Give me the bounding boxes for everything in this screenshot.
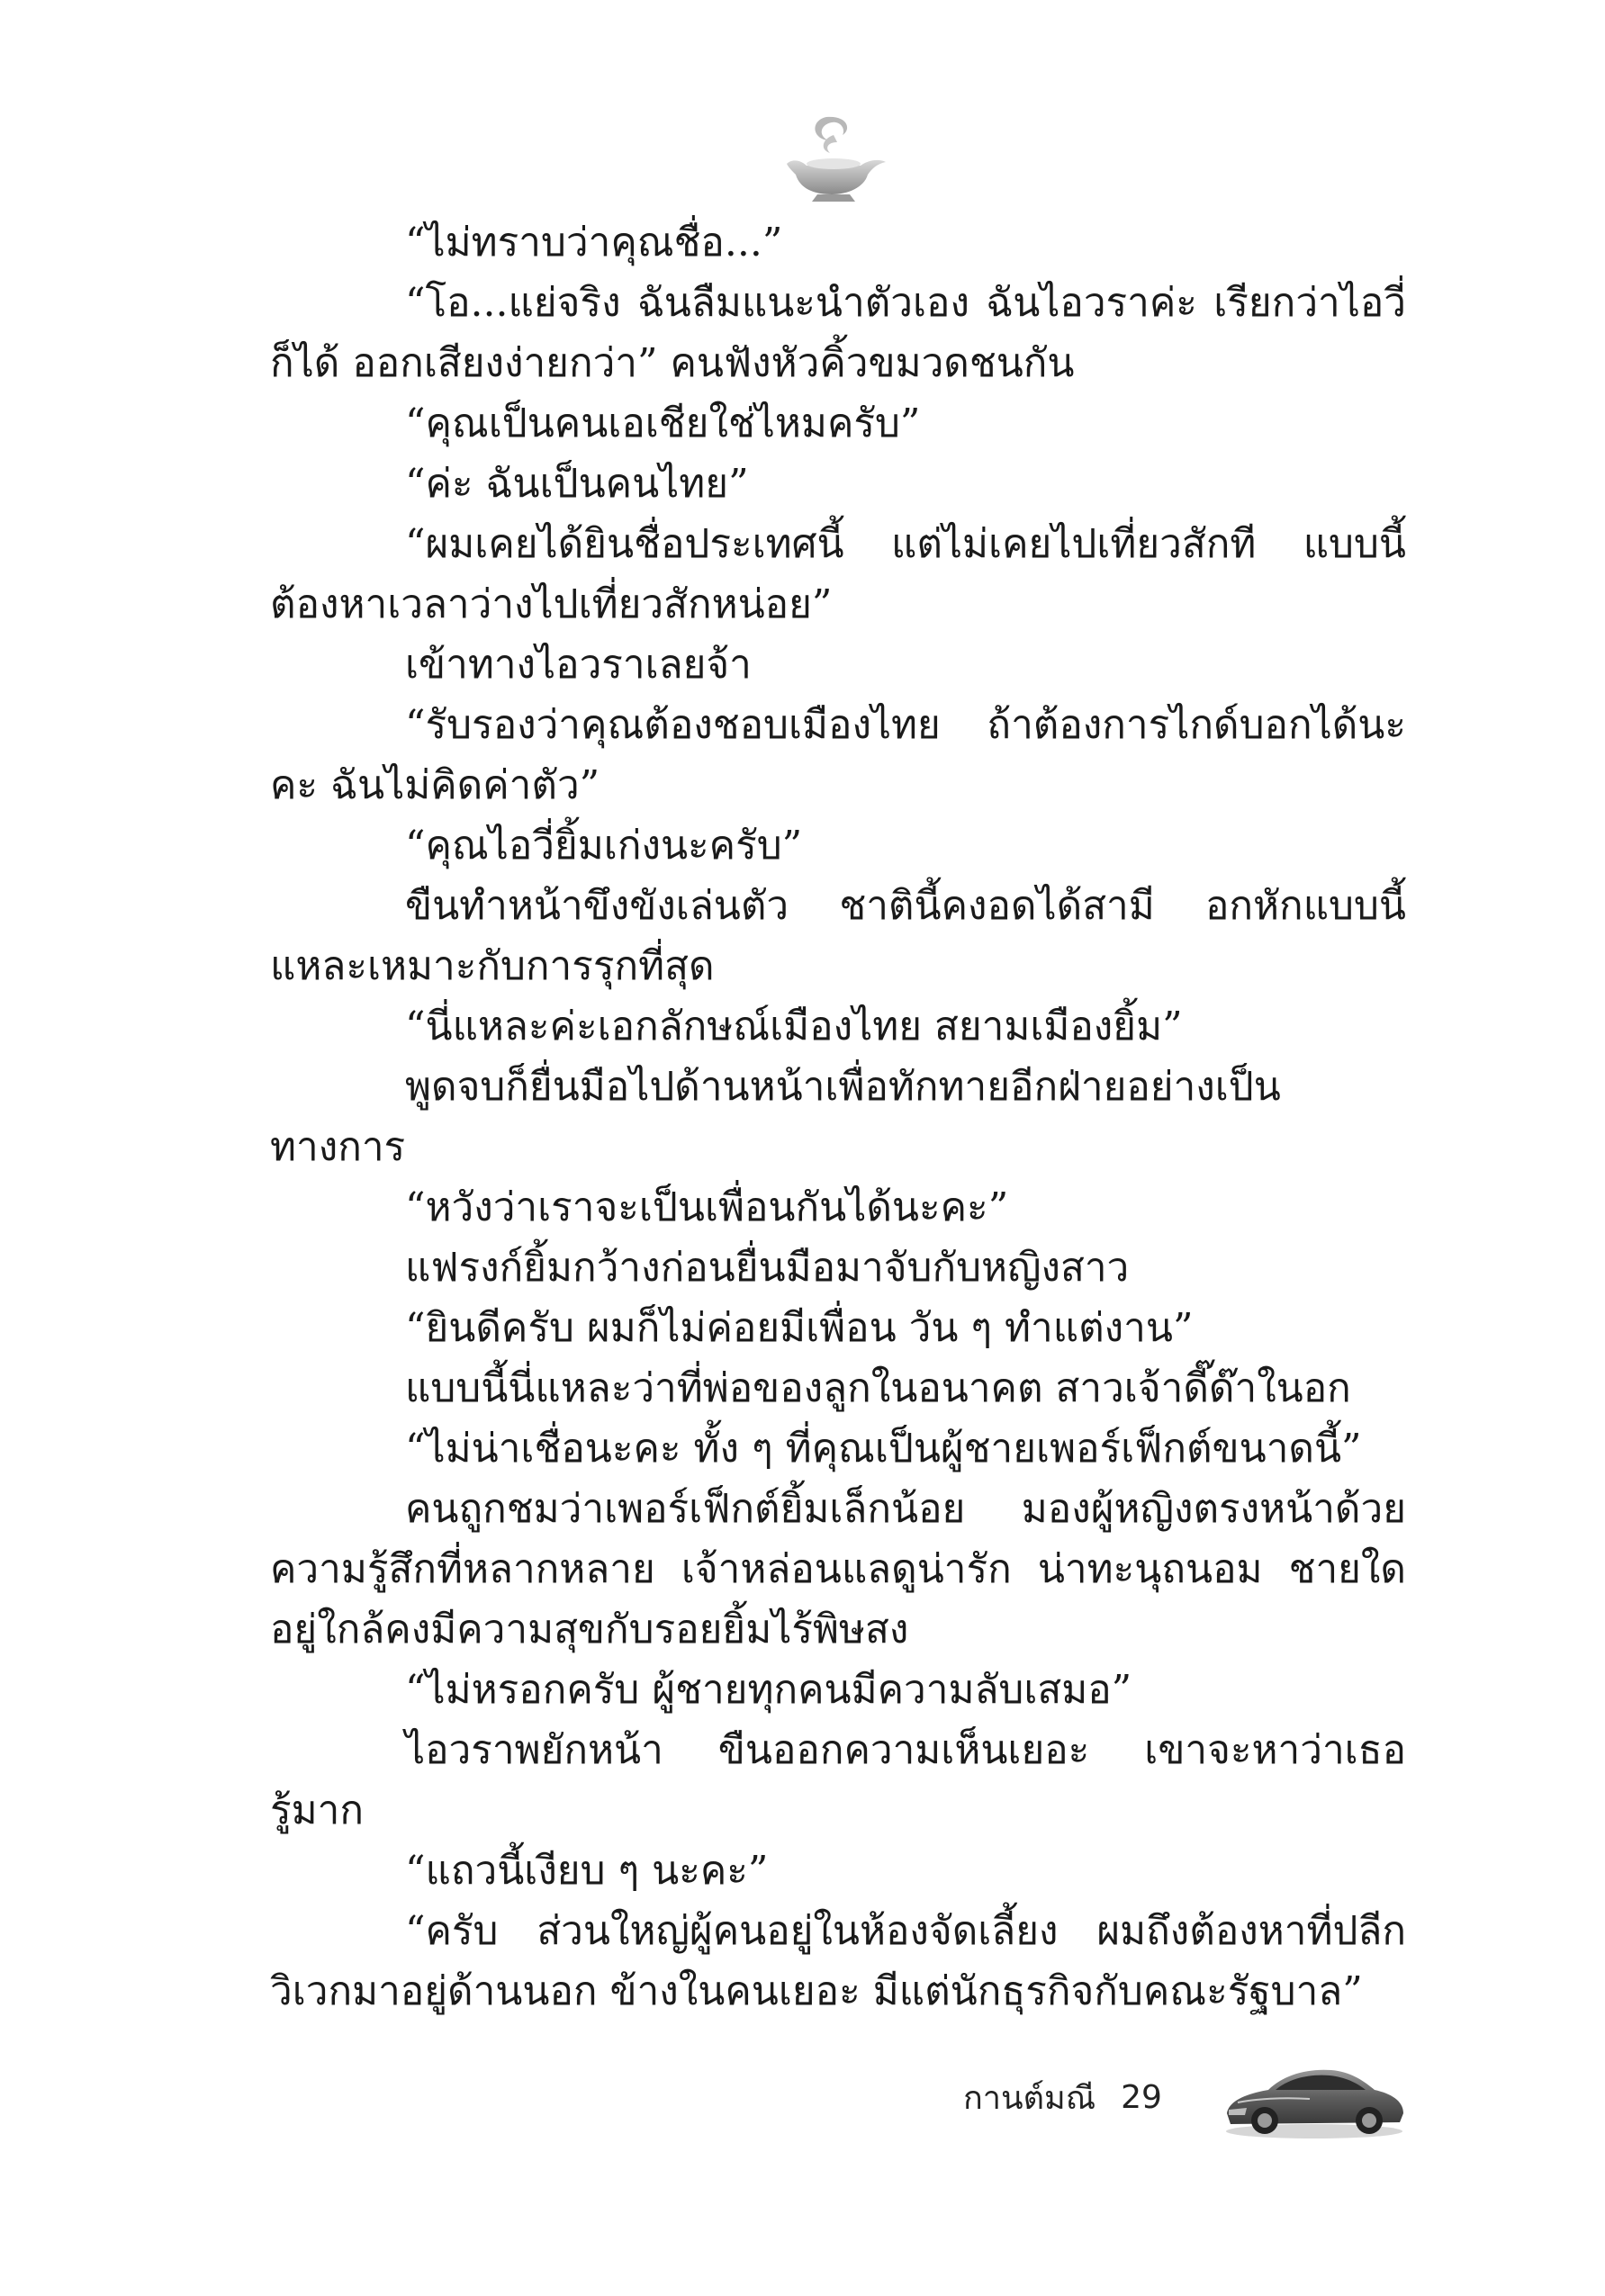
paragraph: แฟรงก์ยิ้มกว้างก่อนยื่นมือมาจับกับหญิงสาว (405, 1245, 1130, 1291)
paragraph: “แถวนี้เงียบ ๆ นะคะ” (405, 1848, 769, 1894)
paragraph: “ไม่ทราบว่าคุณชื่อ...” (405, 220, 783, 266)
paragraph: เข้าทางไอวราเลยจ้า (405, 642, 752, 688)
paragraph: “ค่ะ ฉันเป็นคนไทย” (405, 461, 749, 507)
paragraph: “รับรองว่าคุณต้องชอบเมืองไทย ถ้าต้องการไกด์บอกได้นะคะ ฉันไม่คิดค่าตัว” (270, 702, 1406, 808)
paragraph: “คุณเป็นคนเอเชียใช่ไหมครับ” (405, 401, 921, 446)
paragraph: “ยินดีครับ ผมก็ไม่ค่อยมีเพื่อน วัน ๆ ทำแต่งาน” (405, 1305, 1194, 1351)
author-name: กานต์มณี (963, 2080, 1096, 2117)
paragraph: “หวังว่าเราจะเป็นเพื่อนกันได้นะคะ” (405, 1184, 1009, 1230)
paragraph: ไอวราพยักหน้า ขืนออกความเห็นเยอะ เขาจะหาว่าเธอรู้มาก (270, 1727, 1406, 1833)
paragraph: “ครับ ส่วนใหญ่ผู้คนอยู่ในห้องจัดเลี้ยง ผมถึงต้องหาที่ปลีกวิเวกมาอยู่ด้านนอก ข้างในคนเยอะ มีแต่นักธุรกิจกับคณะรัฐบาล” (270, 1908, 1406, 2014)
paragraph: ขืนทำหน้าขึงขังเล่นตัว ชาตินี้คงอดได้สามี อกหักแบบนี้แหละเหมาะกับการรุกที่สุด (270, 883, 1406, 989)
paragraph: “ผมเคยได้ยินชื่อประเทศนี้ แต่ไม่เคยไปเที่ยวสักที แบบนี้ต้องหาเวลาว่างไปเที่ยวสักหน่อย” (270, 521, 1406, 627)
paragraph: คนถูกชมว่าเพอร์เฟ็กต์ยิ้มเล็กน้อย มองผู้หญิงตรงหน้าด้วยความรู้สึกที่หลากหลาย เจ้าหล่อนแลดูน่ารัก น่าทะนุถนอม ชายใดอยู่ใกล้คงมีความสุขกับรอยยิ้มไร้พิษสง (270, 1486, 1406, 1652)
page-footer (963, 2072, 1162, 2123)
paragraph: “ไม่น่าเชื่อนะคะ ทั้ง ๆ ที่คุณเป็นผู้ชายเพอร์เฟ็กต์ขนาดนี้” (405, 1426, 1362, 1472)
genie-lamp-icon (774, 108, 891, 207)
body-text (270, 212, 1406, 2021)
paragraph: แบบนี้นี่แหละว่าที่พ่อของลูกในอนาคต สาวเจ้าดี๊ด๊าในอก (405, 1365, 1351, 1411)
paragraph: “นี่แหละค่ะเอกลักษณ์เมืองไทย สยามเมืองยิ้ม” (405, 1004, 1183, 1049)
paragraph: “โอ...แย่จริง ฉันลืมแนะนำตัวเอง ฉันไอวราค่ะ เรียกว่าไอวี่ก็ได้ ออกเสียงง่ายกว่า” คนฟังหัวคิ้วขมวดชนกัน (270, 280, 1406, 386)
paragraph: พูดจบก็ยื่นมือไปด้านหน้าเพื่อทักทายอีกฝ่ายอย่างเป็นทางการ (270, 1064, 1281, 1170)
paragraph: “ไม่หรอกครับ ผู้ชายทุกคนมีความลับเสมอ” (405, 1667, 1132, 1713)
page-number: 29 (1121, 2079, 1162, 2116)
sports-car-icon (1220, 2043, 1409, 2142)
paragraph: “คุณไอวี่ยิ้มเก่งนะครับ” (405, 823, 803, 869)
